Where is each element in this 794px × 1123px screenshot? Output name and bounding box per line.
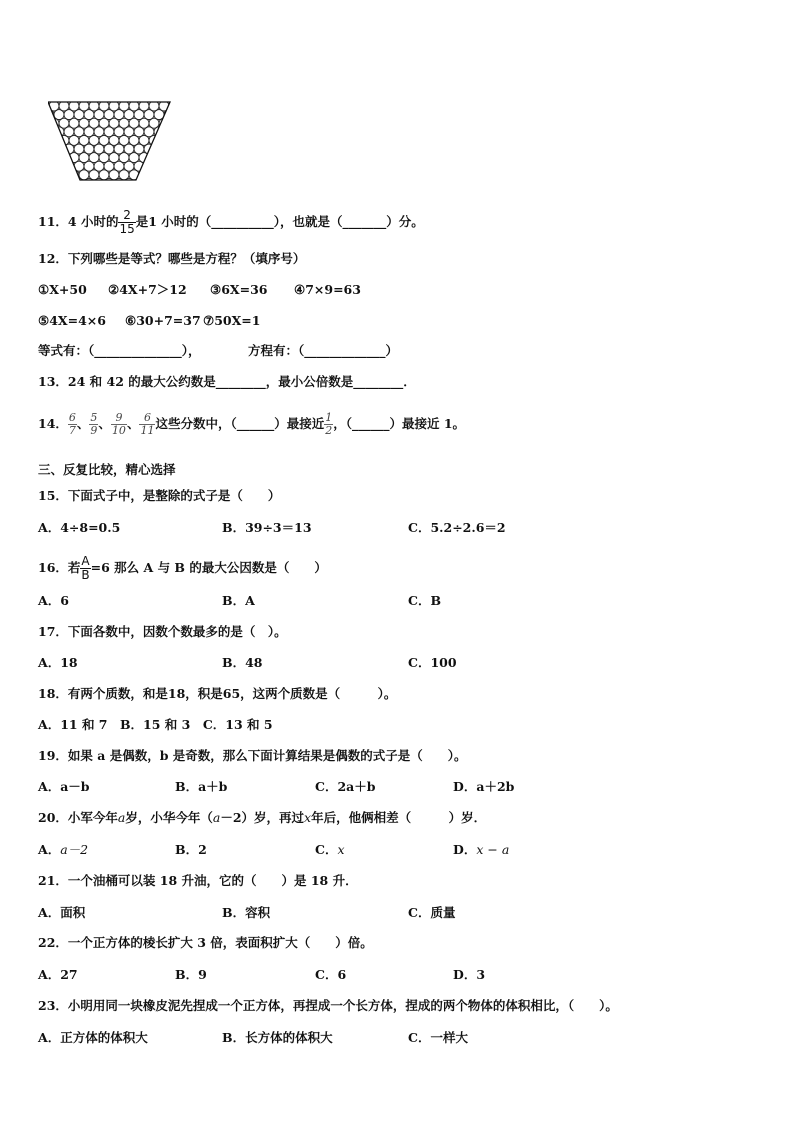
question-number: 11: [38, 214, 56, 229]
q19-option-b: B．a＋b: [175, 779, 228, 794]
question-12: 12．下列哪些是等式？哪些是方程？（填序号）: [38, 251, 306, 266]
q12-item-3: ③6X=36: [210, 282, 268, 297]
q17-option-c: C．100: [408, 655, 457, 670]
q19-option-a: A．a－b: [38, 779, 90, 794]
q23-option-a: A．正方体的体积大: [38, 1030, 148, 1045]
q12-fangcheng-answer: 方程有：（_____________）: [248, 343, 399, 358]
fraction-6-7: $\frac{6}{7}$: [68, 411, 76, 437]
fraction-5-9: $\frac{5}{9}$: [90, 411, 98, 437]
q22-option-c: C．6: [315, 967, 347, 982]
question-16: 16．若 $\frac{A}{B}$ =6 那么 A 与 B 的最大公因数是（ ）: [38, 554, 327, 582]
question-22: 22．一个正方体的棱长扩大 3 倍，表面积扩大（ ）倍。: [38, 935, 373, 950]
question-20: 20．小军今年a岁，小华今年（a－2）岁，再过x年后，他俩相差（ ）岁．: [38, 810, 487, 825]
q23-option-c: C．一样大: [408, 1030, 468, 1045]
q19-option-c: C．2a＋b: [315, 779, 376, 794]
q12-item-7: ⑦50X=1: [203, 313, 261, 328]
q19-option-d: D．a＋2b: [453, 779, 515, 794]
q16-option-a: A．6: [38, 593, 69, 608]
q16-option-b: B．A: [222, 593, 255, 608]
q15-option-a: A．4÷8=0.5: [38, 520, 121, 535]
q16-option-c: C．B: [408, 593, 442, 608]
q17-option-b: B．48: [222, 655, 263, 670]
question-18: 18．有两个质数，和是18，积是65，这两个质数是（ ）。: [38, 686, 397, 701]
fraction-6-11: $\frac{6}{11}$: [140, 411, 155, 437]
question-21: 21．一个油桶可以装 18 升油，它的（ ）是 18 升．: [38, 873, 358, 888]
fraction-1-2: $\frac{1}{2}$: [325, 411, 333, 437]
question-23: 23．小明用同一块橡皮泥先捏成一个正方体，再捏成一个长方体，捏成的两个物体的体积相比，（ ）。: [38, 998, 618, 1013]
q21-option-a: A．面积: [38, 905, 86, 920]
q21-option-c: C．质量: [408, 905, 456, 920]
q20-option-d: D．x − a: [453, 842, 510, 857]
question-17: 17．下面各数中，因数个数最多的是（ ）。: [38, 624, 287, 639]
stacked-circles-trapezoid-figure: [48, 100, 173, 182]
question-14: 14． $\frac{6}{7}$ 、 $\frac{5}{9}$ 、 $\frac{9}{10}$ 、 $\frac{6}{11}$ 这些分数中，（______）最接近 $\frac{1}{2}$ ，（______）最接近 1。: [38, 411, 466, 437]
question-19: 19．如果 a 是偶数，b 是奇数，那么下面计算结果是偶数的式子是（ ）。: [38, 748, 467, 763]
q20-option-b: B．2: [175, 842, 207, 857]
q12-item-1: ①X+50: [38, 282, 87, 297]
q18-options: A．11 和 7 B．15 和 3 C．13 和 5: [38, 717, 273, 732]
q12-equation-answer: 等式有：（______________），: [38, 343, 201, 358]
q23-option-b: B．长方体的体积大: [222, 1030, 333, 1045]
q21-option-b: B．容积: [222, 905, 271, 920]
q12-item-5: ⑤4X=4×6: [38, 313, 106, 328]
q22-option-d: D．3: [453, 967, 486, 982]
question-13: 13．24 和 42 的最大公约数是________，最小公倍数是________．: [38, 374, 416, 389]
fraction-2-15: $\frac{2}{15}$: [119, 208, 135, 236]
fraction-9-10: $\frac{9}{10}$: [111, 411, 126, 437]
q22-option-b: B．9: [175, 967, 207, 982]
q20-option-c: C．x: [315, 842, 345, 857]
q15-option-c: C．5.2÷2.6＝2: [408, 520, 506, 535]
q22-option-a: A．27: [38, 967, 78, 982]
q12-item-4: ④7×9=63: [294, 282, 361, 297]
q15-option-b: B．39÷3＝13: [222, 520, 312, 535]
question-11: 11．4 小时的 $\frac{2}{15}$ 是1 小时的（__________），也就是（_______）分。: [38, 208, 424, 236]
fraction-a-over-b: $\frac{A}{B}$: [81, 554, 90, 582]
q12-item-2: ②4X+7＞12: [108, 282, 187, 297]
q17-option-a: A．18: [38, 655, 78, 670]
q20-option-a: A．a－2: [38, 842, 89, 857]
section-3-title: 三、反复比较，精心选择: [38, 462, 176, 477]
question-15: 15．下面式子中，是整除的式子是（ ）: [38, 488, 281, 503]
q12-item-6: ⑥30+7=37: [125, 313, 201, 328]
